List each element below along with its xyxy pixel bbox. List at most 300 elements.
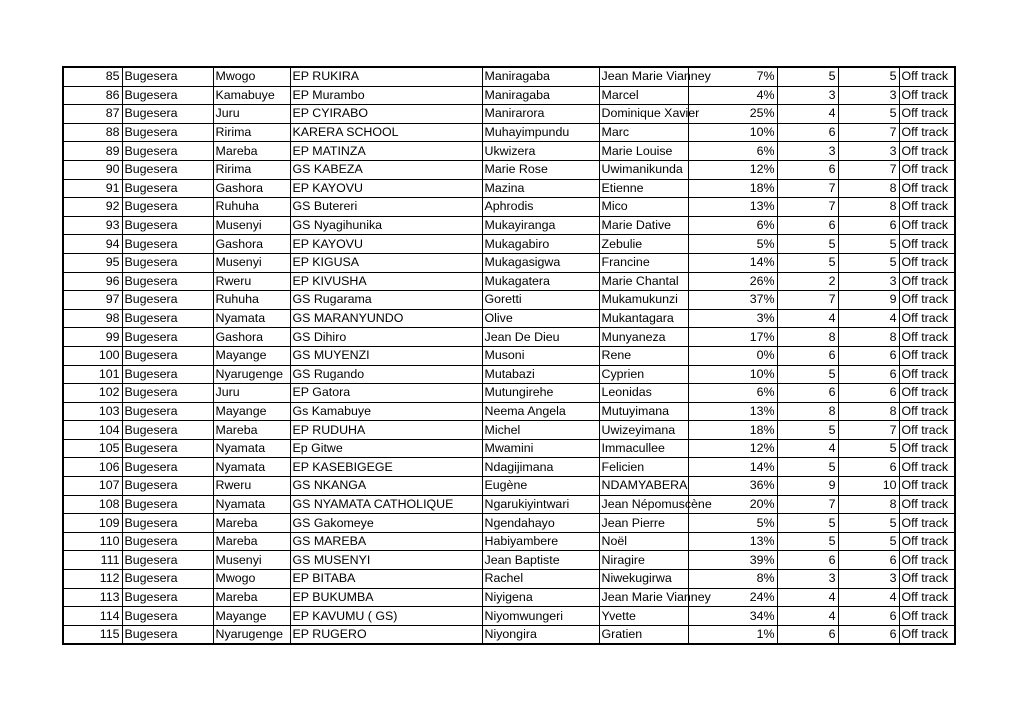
cell-teacher-surname: Neema Angela (482, 402, 599, 421)
cell-teacher-first-name: Jean Pierre (599, 514, 688, 533)
cell-district: Bugesera (122, 458, 213, 477)
cell-score-a: 6 (777, 625, 838, 644)
cell-district: Bugesera (122, 309, 213, 328)
cell-district: Bugesera (122, 384, 213, 403)
cell-teacher-surname: Niyomwungeri (482, 607, 599, 626)
cell-district: Bugesera (122, 588, 213, 607)
cell-teacher-surname: Mutungirehe (482, 384, 599, 403)
cell-school-name: GS Dihiro (290, 328, 482, 347)
cell-score-a: 7 (777, 291, 838, 310)
cell-district: Bugesera (122, 607, 213, 626)
table-row (63, 421, 955, 440)
cell-sector: Gashora (213, 179, 290, 198)
table-row (63, 570, 955, 589)
cell-score-a: 8 (777, 328, 838, 347)
cell-row-number: 108 (63, 495, 122, 514)
cell-row-number: 106 (63, 458, 122, 477)
cell-score-b: 9 (838, 291, 899, 310)
cell-percent-value: 37% (688, 291, 777, 310)
cell-status: Off track (899, 272, 955, 291)
cell-school-name: EP BUKUMBA (290, 588, 482, 607)
table-row (63, 477, 955, 496)
cell-school-name: GS MAREBA (290, 532, 482, 551)
cell-score-b: 3 (838, 86, 899, 105)
cell-teacher-surname: Mwamini (482, 439, 599, 458)
table-row (63, 105, 955, 124)
cell-score-b: 8 (838, 328, 899, 347)
cell-teacher-surname: Goretti (482, 291, 599, 310)
cell-row-number: 112 (63, 570, 122, 589)
cell-row-number: 90 (63, 160, 122, 179)
cell-district: Bugesera (122, 328, 213, 347)
cell-district: Bugesera (122, 105, 213, 124)
cell-status: Off track (899, 253, 955, 272)
cell-teacher-surname: Jean De Dieu (482, 328, 599, 347)
cell-row-number: 94 (63, 235, 122, 254)
cell-sector: Mayange (213, 346, 290, 365)
cell-school-name: EP Gatora (290, 384, 482, 403)
cell-percent-value: 8% (688, 570, 777, 589)
cell-score-b: 5 (838, 514, 899, 533)
table-row (63, 272, 955, 291)
cell-teacher-surname: Musoni (482, 346, 599, 365)
cell-row-number: 95 (63, 253, 122, 272)
cell-school-name: GS Nyagihunika (290, 216, 482, 235)
table-row (63, 142, 955, 161)
cell-status: Off track (899, 495, 955, 514)
cell-teacher-first-name: Marie Louise (599, 142, 688, 161)
cell-teacher-surname: Muhayimpundu (482, 123, 599, 142)
cell-row-number: 102 (63, 384, 122, 403)
cell-school-name: EP RUGERO (290, 625, 482, 644)
cell-status: Off track (899, 346, 955, 365)
cell-teacher-first-name: Jean Marie Vianney (599, 67, 688, 86)
cell-school-name: EP Murambo (290, 86, 482, 105)
cell-percent-value: 4% (688, 86, 777, 105)
cell-row-number: 103 (63, 402, 122, 421)
cell-teacher-surname: Marie Rose (482, 160, 599, 179)
cell-district: Bugesera (122, 291, 213, 310)
cell-row-number: 86 (63, 86, 122, 105)
cell-district: Bugesera (122, 495, 213, 514)
cell-teacher-surname: Mukagatera (482, 272, 599, 291)
table-row (63, 551, 955, 570)
cell-school-name: GS Butereri (290, 198, 482, 217)
cell-school-name: EP RUKIRA (290, 67, 482, 86)
table-body (63, 67, 955, 644)
cell-teacher-first-name: Rene (599, 346, 688, 365)
cell-school-name: GS Rugarama (290, 291, 482, 310)
cell-score-a: 6 (777, 551, 838, 570)
cell-teacher-surname: Ngendahayo (482, 514, 599, 533)
cell-score-a: 4 (777, 439, 838, 458)
cell-school-name: EP KIVUSHA (290, 272, 482, 291)
cell-teacher-first-name: Mico (599, 198, 688, 217)
cell-row-number: 113 (63, 588, 122, 607)
cell-score-b: 5 (838, 105, 899, 124)
cell-percent-value: 39% (688, 551, 777, 570)
cell-status: Off track (899, 402, 955, 421)
cell-district: Bugesera (122, 421, 213, 440)
cell-sector: Mareba (213, 421, 290, 440)
cell-school-name: Ep Gitwe (290, 439, 482, 458)
cell-percent-value: 14% (688, 458, 777, 477)
cell-score-a: 7 (777, 179, 838, 198)
cell-district: Bugesera (122, 625, 213, 644)
cell-score-b: 5 (838, 67, 899, 86)
cell-sector: Mwogo (213, 570, 290, 589)
cell-school-name: EP KIGUSA (290, 253, 482, 272)
cell-sector: Rweru (213, 477, 290, 496)
cell-row-number: 110 (63, 532, 122, 551)
cell-teacher-first-name: Immacullee (599, 439, 688, 458)
cell-teacher-surname: Jean Baptiste (482, 551, 599, 570)
cell-status: Off track (899, 532, 955, 551)
cell-score-b: 8 (838, 495, 899, 514)
cell-district: Bugesera (122, 514, 213, 533)
cell-district: Bugesera (122, 272, 213, 291)
cell-teacher-first-name: Marie Dative (599, 216, 688, 235)
cell-percent-value: 10% (688, 123, 777, 142)
cell-score-b: 6 (838, 625, 899, 644)
cell-teacher-surname: Aphrodis (482, 198, 599, 217)
cell-teacher-surname: Maniragaba (482, 67, 599, 86)
cell-teacher-surname: Rachel (482, 570, 599, 589)
table-row (63, 625, 955, 644)
cell-score-a: 9 (777, 477, 838, 496)
cell-row-number: 104 (63, 421, 122, 440)
cell-score-a: 5 (777, 253, 838, 272)
cell-teacher-first-name: Marie Chantal (599, 272, 688, 291)
cell-teacher-surname: Michel (482, 421, 599, 440)
cell-district: Bugesera (122, 253, 213, 272)
cell-status: Off track (899, 570, 955, 589)
table-row (63, 384, 955, 403)
cell-school-name: EP CYIRABO (290, 105, 482, 124)
cell-teacher-first-name: Leonidas (599, 384, 688, 403)
cell-score-b: 6 (838, 365, 899, 384)
cell-score-a: 3 (777, 570, 838, 589)
cell-status: Off track (899, 365, 955, 384)
cell-school-name: GS MARANYUNDO (290, 309, 482, 328)
cell-status: Off track (899, 514, 955, 533)
cell-score-a: 5 (777, 532, 838, 551)
table-row (63, 402, 955, 421)
cell-score-a: 7 (777, 198, 838, 217)
cell-row-number: 114 (63, 607, 122, 626)
cell-school-name: EP RUDUHA (290, 421, 482, 440)
cell-score-b: 6 (838, 458, 899, 477)
cell-score-a: 5 (777, 458, 838, 477)
cell-sector: Nyarugenge (213, 365, 290, 384)
cell-score-a: 8 (777, 402, 838, 421)
cell-score-b: 5 (838, 235, 899, 254)
cell-row-number: 89 (63, 142, 122, 161)
table-row (63, 532, 955, 551)
cell-status: Off track (899, 625, 955, 644)
cell-teacher-surname: Ukwizera (482, 142, 599, 161)
cell-percent-value: 12% (688, 439, 777, 458)
cell-score-b: 8 (838, 198, 899, 217)
cell-teacher-first-name: Dominique Xavier (599, 105, 688, 124)
cell-percent-value: 20% (688, 495, 777, 514)
table-row (63, 439, 955, 458)
cell-row-number: 107 (63, 477, 122, 496)
cell-score-b: 3 (838, 570, 899, 589)
cell-teacher-first-name: Noël (599, 532, 688, 551)
cell-teacher-first-name: Uwimanikunda (599, 160, 688, 179)
table-row (63, 495, 955, 514)
cell-sector: Nyamata (213, 439, 290, 458)
cell-district: Bugesera (122, 86, 213, 105)
cell-school-name: GS NKANGA (290, 477, 482, 496)
cell-row-number: 105 (63, 439, 122, 458)
cell-row-number: 100 (63, 346, 122, 365)
cell-percent-value: 1% (688, 625, 777, 644)
cell-status: Off track (899, 477, 955, 496)
cell-teacher-surname: Mazina (482, 179, 599, 198)
cell-school-name: EP KAYOVU (290, 235, 482, 254)
cell-status: Off track (899, 105, 955, 124)
cell-district: Bugesera (122, 179, 213, 198)
cell-percent-value: 36% (688, 477, 777, 496)
table-row (63, 309, 955, 328)
table-row (63, 179, 955, 198)
cell-score-b: 6 (838, 384, 899, 403)
cell-school-name: GS Rugando (290, 365, 482, 384)
cell-status: Off track (899, 551, 955, 570)
cell-percent-value: 5% (688, 514, 777, 533)
cell-status: Off track (899, 588, 955, 607)
cell-score-a: 2 (777, 272, 838, 291)
cell-sector: Mayange (213, 607, 290, 626)
cell-percent-value: 6% (688, 384, 777, 403)
cell-score-a: 5 (777, 67, 838, 86)
cell-row-number: 99 (63, 328, 122, 347)
table-row (63, 514, 955, 533)
cell-score-b: 8 (838, 402, 899, 421)
cell-teacher-first-name: Cyprien (599, 365, 688, 384)
cell-score-a: 4 (777, 588, 838, 607)
cell-percent-value: 6% (688, 216, 777, 235)
cell-school-name: EP BITABA (290, 570, 482, 589)
cell-row-number: 88 (63, 123, 122, 142)
cell-district: Bugesera (122, 551, 213, 570)
table-row (63, 346, 955, 365)
cell-status: Off track (899, 439, 955, 458)
cell-score-a: 7 (777, 495, 838, 514)
cell-status: Off track (899, 458, 955, 477)
cell-district: Bugesera (122, 216, 213, 235)
cell-teacher-surname: Mukagasigwa (482, 253, 599, 272)
cell-score-b: 3 (838, 142, 899, 161)
cell-teacher-first-name: Marc (599, 123, 688, 142)
cell-score-b: 5 (838, 532, 899, 551)
cell-teacher-first-name: Munyaneza (599, 328, 688, 347)
cell-status: Off track (899, 198, 955, 217)
cell-score-a: 3 (777, 86, 838, 105)
cell-percent-value: 0% (688, 346, 777, 365)
cell-teacher-surname: Mukagabiro (482, 235, 599, 254)
cell-teacher-surname: Ngarukiyintwari (482, 495, 599, 514)
cell-score-a: 5 (777, 421, 838, 440)
cell-score-a: 5 (777, 514, 838, 533)
cell-sector: Mareba (213, 142, 290, 161)
cell-teacher-first-name: Mukantagara (599, 309, 688, 328)
cell-percent-value: 12% (688, 160, 777, 179)
cell-school-name: KARERA SCHOOL (290, 123, 482, 142)
table-row (63, 458, 955, 477)
cell-status: Off track (899, 142, 955, 161)
table-row (63, 588, 955, 607)
spreadsheet-page (62, 66, 954, 645)
cell-percent-value: 5% (688, 235, 777, 254)
cell-teacher-first-name: Yvette (599, 607, 688, 626)
cell-sector: Ririma (213, 160, 290, 179)
cell-sector: Mareba (213, 532, 290, 551)
cell-row-number: 97 (63, 291, 122, 310)
table-row (63, 67, 955, 86)
cell-row-number: 96 (63, 272, 122, 291)
cell-teacher-first-name: Niwekugirwa (599, 570, 688, 589)
cell-score-a: 4 (777, 105, 838, 124)
cell-row-number: 93 (63, 216, 122, 235)
cell-status: Off track (899, 607, 955, 626)
cell-row-number: 111 (63, 551, 122, 570)
cell-sector: Ririma (213, 123, 290, 142)
cell-district: Bugesera (122, 160, 213, 179)
cell-row-number: 98 (63, 309, 122, 328)
cell-percent-value: 26% (688, 272, 777, 291)
cell-status: Off track (899, 216, 955, 235)
cell-teacher-first-name: Jean Marie Vianney (599, 588, 688, 607)
cell-sector: Ruhuha (213, 198, 290, 217)
school-table (62, 66, 956, 645)
cell-teacher-surname: Mutabazi (482, 365, 599, 384)
cell-percent-value: 13% (688, 532, 777, 551)
table-row (63, 198, 955, 217)
cell-district: Bugesera (122, 402, 213, 421)
table-row (63, 123, 955, 142)
table-row (63, 365, 955, 384)
cell-score-b: 10 (838, 477, 899, 496)
cell-district: Bugesera (122, 142, 213, 161)
cell-school-name: GS MUYENZI (290, 346, 482, 365)
cell-sector: Mareba (213, 588, 290, 607)
cell-score-b: 4 (838, 588, 899, 607)
cell-sector: Gashora (213, 328, 290, 347)
cell-district: Bugesera (122, 439, 213, 458)
cell-percent-value: 18% (688, 179, 777, 198)
cell-district: Bugesera (122, 198, 213, 217)
cell-school-name: GS Gakomeye (290, 514, 482, 533)
cell-district: Bugesera (122, 67, 213, 86)
cell-school-name: GS NYAMATA CATHOLIQUE (290, 495, 482, 514)
cell-teacher-surname: Mukayiranga (482, 216, 599, 235)
cell-teacher-first-name: Mukamukunzi (599, 291, 688, 310)
cell-teacher-first-name: Niragire (599, 551, 688, 570)
cell-sector: Nyarugenge (213, 625, 290, 644)
cell-sector: Juru (213, 384, 290, 403)
cell-percent-value: 25% (688, 105, 777, 124)
cell-score-b: 6 (838, 551, 899, 570)
table-row (63, 216, 955, 235)
cell-status: Off track (899, 67, 955, 86)
cell-teacher-surname: Niyongira (482, 625, 599, 644)
cell-status: Off track (899, 86, 955, 105)
cell-district: Bugesera (122, 346, 213, 365)
cell-sector: Musenyi (213, 551, 290, 570)
cell-percent-value: 7% (688, 67, 777, 86)
cell-sector: Rweru (213, 272, 290, 291)
cell-sector: Musenyi (213, 216, 290, 235)
cell-score-a: 5 (777, 365, 838, 384)
cell-percent-value: 6% (688, 142, 777, 161)
cell-score-a: 6 (777, 384, 838, 403)
cell-score-b: 4 (838, 309, 899, 328)
cell-score-b: 6 (838, 346, 899, 365)
cell-status: Off track (899, 179, 955, 198)
cell-teacher-first-name: Francine (599, 253, 688, 272)
cell-status: Off track (899, 309, 955, 328)
cell-sector: Mwogo (213, 67, 290, 86)
cell-teacher-surname: Maniragaba (482, 86, 599, 105)
cell-teacher-first-name: Felicien (599, 458, 688, 477)
cell-score-a: 5 (777, 235, 838, 254)
cell-row-number: 85 (63, 67, 122, 86)
cell-score-a: 6 (777, 346, 838, 365)
cell-district: Bugesera (122, 365, 213, 384)
cell-score-a: 6 (777, 216, 838, 235)
cell-percent-value: 24% (688, 588, 777, 607)
cell-sector: Mareba (213, 514, 290, 533)
cell-score-b: 7 (838, 421, 899, 440)
cell-teacher-first-name: NDAMYABERA (599, 477, 688, 496)
cell-status: Off track (899, 235, 955, 254)
cell-score-b: 5 (838, 439, 899, 458)
cell-sector: Nyamata (213, 458, 290, 477)
cell-teacher-first-name: Gratien (599, 625, 688, 644)
cell-row-number: 92 (63, 198, 122, 217)
cell-row-number: 115 (63, 625, 122, 644)
cell-row-number: 91 (63, 179, 122, 198)
cell-score-b: 7 (838, 123, 899, 142)
cell-teacher-first-name: Jean Népomuscène (599, 495, 688, 514)
cell-teacher-first-name: Marcel (599, 86, 688, 105)
table-row (63, 235, 955, 254)
table-row (63, 86, 955, 105)
cell-sector: Nyamata (213, 495, 290, 514)
cell-teacher-surname: Habiyambere (482, 532, 599, 551)
cell-teacher-surname: Ndagijimana (482, 458, 599, 477)
cell-teacher-surname: Manirarora (482, 105, 599, 124)
cell-percent-value: 13% (688, 402, 777, 421)
cell-teacher-first-name: Etienne (599, 179, 688, 198)
cell-district: Bugesera (122, 123, 213, 142)
cell-sector: Mayange (213, 402, 290, 421)
cell-status: Off track (899, 291, 955, 310)
table-row (63, 291, 955, 310)
cell-sector: Nyamata (213, 309, 290, 328)
cell-school-name: Gs Kamabuye (290, 402, 482, 421)
cell-teacher-surname: Eugène (482, 477, 599, 496)
cell-sector: Gashora (213, 235, 290, 254)
cell-sector: Kamabuye (213, 86, 290, 105)
cell-status: Off track (899, 123, 955, 142)
table-row (63, 328, 955, 347)
cell-percent-value: 17% (688, 328, 777, 347)
cell-score-b: 5 (838, 253, 899, 272)
